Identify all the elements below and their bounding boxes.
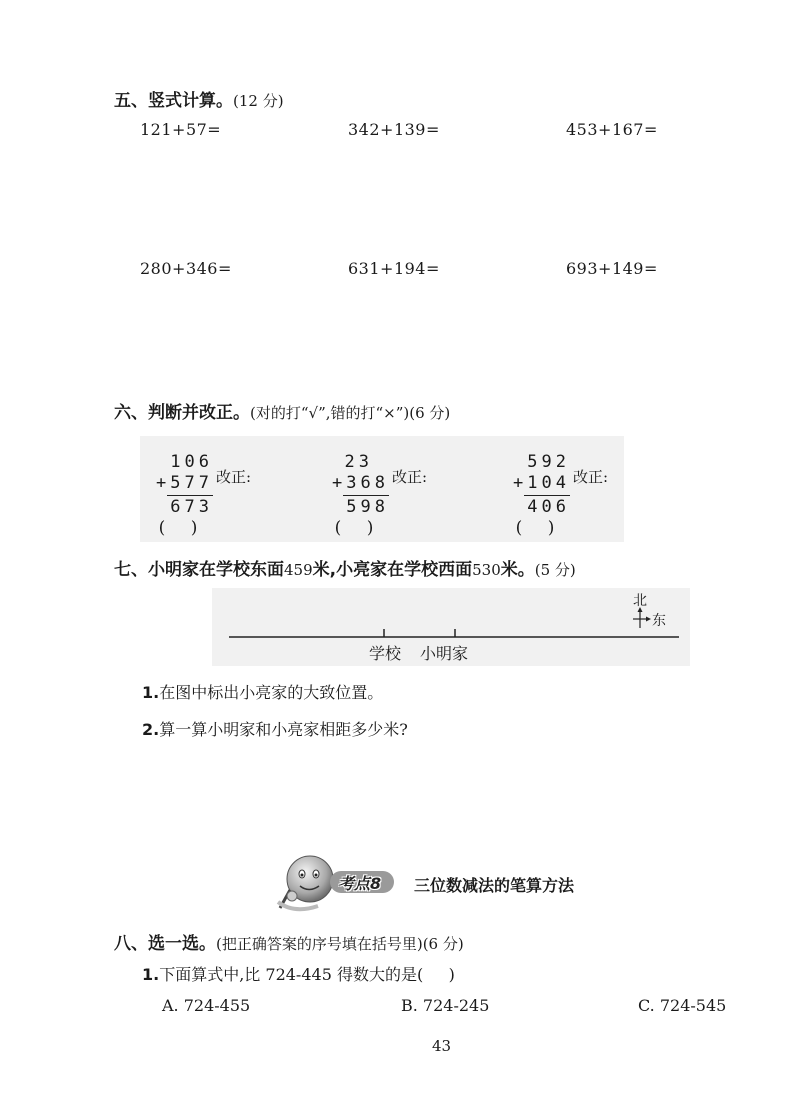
- section6-note: (对的打“√”,错的打“×”)(6 分): [250, 404, 451, 422]
- calc2-correct-label: 改正:: [392, 468, 428, 486]
- xiaoming-home-label: 小明家: [420, 644, 469, 663]
- section5-title-text: 五、竖式计算。: [114, 91, 233, 111]
- calc-expression-6: 693+149=: [566, 259, 658, 278]
- page-number: 43: [432, 1037, 452, 1055]
- calc2-line: [343, 495, 389, 496]
- section7-title: [114, 555, 576, 580]
- vertical-calc-1: [153, 452, 213, 539]
- calc2-top: 23: [344, 452, 373, 472]
- option-b[interactable]: B. 724-245: [401, 996, 490, 1015]
- calc1-result: 673: [170, 497, 213, 517]
- section7-question-2: [142, 717, 408, 740]
- section8-question-1: [142, 962, 455, 985]
- vertical-calc-2: [329, 452, 389, 539]
- calc2-judge-paren[interactable]: ( ): [334, 518, 384, 538]
- section7-distance-east: 459: [284, 561, 313, 579]
- s8-q1-text: 下面算式中,比 724-445 得数大的是( ): [159, 965, 455, 984]
- option-a[interactable]: A. 724-455: [162, 996, 251, 1015]
- compass-north-label: 北: [633, 593, 647, 609]
- q2-number: 2.: [142, 720, 160, 739]
- calc2-result: 598: [346, 497, 389, 517]
- section7-score: (5 分): [534, 561, 576, 579]
- calc3-bottom: +104: [513, 473, 570, 493]
- calc1-bottom: +577: [156, 473, 213, 493]
- section7-title-part1: 七、小明家在学校东面: [114, 560, 284, 580]
- banner-title: 三位数减法的笔算方法: [414, 876, 575, 895]
- calc-expression-5: 631+194=: [348, 259, 440, 278]
- calc3-result: 406: [527, 497, 570, 517]
- test-point-badge: 考点8: [338, 874, 382, 893]
- compass-east-label: 东: [652, 613, 666, 629]
- section6-title-text: 六、判断并改正。: [114, 403, 250, 423]
- calc-expression-3: 453+167=: [566, 120, 658, 139]
- section8-note: (把正确答案的序号填在括号里)(6 分): [216, 935, 464, 953]
- s8-q1-number: 1.: [142, 965, 160, 984]
- section7-question-1: [142, 680, 383, 703]
- section8-title: [114, 929, 464, 954]
- calc3-correct-label: 改正:: [573, 468, 609, 486]
- calc-expression-2: 342+139=: [348, 120, 440, 139]
- calc1-judge-paren[interactable]: ( ): [158, 518, 208, 538]
- calc3-line: [524, 495, 570, 496]
- school-label: 学校: [369, 644, 402, 663]
- calc3-top: 592: [527, 452, 570, 472]
- section7-title-part2: 米,小亮家在学校西面: [312, 560, 473, 580]
- q1-text: 在图中标出小亮家的大致位置。: [159, 683, 384, 702]
- vertical-calc-3: [510, 452, 570, 539]
- section8-title-text: 八、选一选。: [114, 934, 216, 954]
- calc-expression-1: 121+57=: [140, 120, 222, 139]
- calc3-judge-paren[interactable]: ( ): [515, 518, 565, 538]
- section6-title: [114, 398, 450, 423]
- calc1-top: 106: [170, 452, 213, 472]
- q1-number: 1.: [142, 683, 160, 702]
- calc1-correct-label: 改正:: [216, 468, 252, 486]
- section5-score: (12 分): [233, 92, 284, 110]
- compass-icon: [633, 607, 651, 628]
- calc2-bottom: +368: [332, 473, 389, 493]
- calc1-line: [167, 495, 213, 496]
- section7-title-part3: 米。: [500, 560, 535, 580]
- option-c[interactable]: C. 724-545: [638, 996, 727, 1015]
- q2-text: 算一算小明家和小亮家相距多少米?: [159, 720, 408, 739]
- section5-title: [114, 86, 284, 111]
- section7-distance-west: 530: [472, 561, 501, 579]
- calc-expression-4: 280+346=: [140, 259, 232, 278]
